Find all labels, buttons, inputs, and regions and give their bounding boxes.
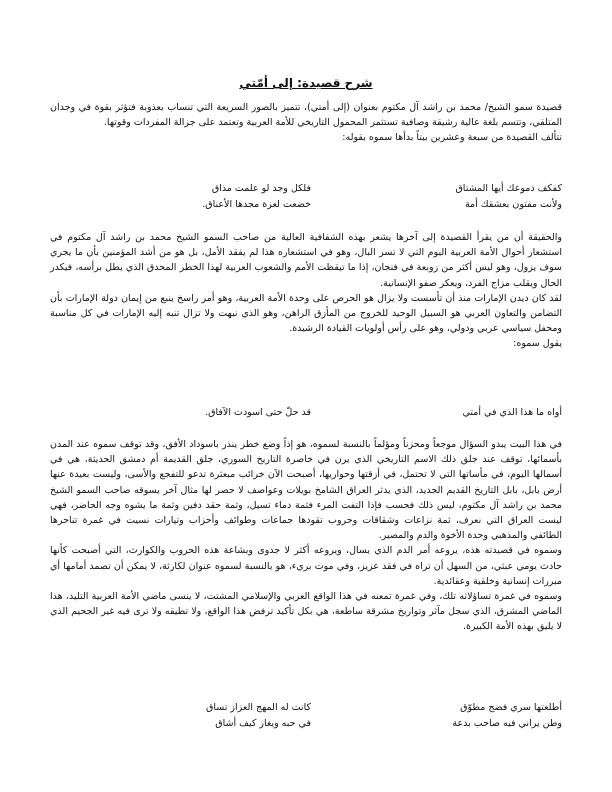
verses-block-1 xyxy=(60,181,562,213)
verse-first-hemistich: أطلعتها سري فضج مطوّق xyxy=(460,702,562,713)
verse-second-hemistich: في حبه ويغار كيف أشاق xyxy=(215,718,311,729)
verses-block-2 xyxy=(60,405,562,421)
intro-text: قصيدة سمو الشيخ/ محمد بن راشد آل مكتوم بعنوان (إلى أمتي)، تتميز بالصور السريعة التي تنساب بعذوبة فتؤثر بقوة في وجدان المتلقي، وتتسم بلغة عالية رشيقة وصافية تستثمر المحمول التاريخي للأمة العربية وتعتمد على جزالة المفردات وقوتها. xyxy=(50,102,562,129)
analysis-paragraph-3 xyxy=(50,437,562,635)
verses-block-3 xyxy=(60,700,562,732)
paragraph-text: لقد كان ديدن الإمارات منذ أن تأسست ولا يزال هو الحرص على وحدة الأمة العربية، وهو أمر راسخ ينبع من إيمان دولة الإمارات بأن التضامن والتعاون العربي هو السبيل الوحيد للخروج من المأزق الراهن، وهو الذي نبهت ولا تزال تنبه إليه الإمارات في كل مناسبة ومحفل سياسي عربي ودولي، وهو على رأس أولويات القيادة الرشيدة. xyxy=(50,292,562,335)
verse-second-hemistich: خضعت لعزة مجدها الأعناق. xyxy=(202,199,311,210)
verse-line xyxy=(60,700,562,716)
quote-lead: يقول سموه: xyxy=(513,338,562,350)
verse-line xyxy=(60,405,562,421)
verse-line xyxy=(60,716,562,732)
verse-second-hemistich: قد حلّ حتى اسودت الآفاق. xyxy=(205,407,311,418)
paragraph-text: والحقيقة أن من يقرأ القصيدة إلى آخرها يشعر بهذه الشفافية العالية من صاحب السمو الشيخ محمد بن راشد آل مكتوم في استشعار أحوال الأمة العربية اليوم التي لا تسر البال، وهو في استشعاره هذا لم يفقد الأمل، بل هو من أشد المؤمنين بأن ما يجري سوف يزول، وهو ليس أكثر من زوبعة في فنجان، إذا ما تيقظت الأمم والشعوب العربية لهذا الخطر المحدق الذي يطل برأسه، فيكدر الحال ويقلب مزاج الفرد، ويعكر صفو الإنسانية. xyxy=(50,232,562,289)
verse-second-hemistich: فلكل وجد لو علمت مذاق xyxy=(211,183,311,194)
paragraph-text: وسموه في قصيدته هذه، يروعه أمر الدم الذي يسال، ويروعه أكثر لا جدوى وبشاعة هذه الحروب والكوارث، التي أصبحت كأنها حادث يومي عبثي، من السهل أن تراه في فقد عزيز، وفي موت بريء، هو بالنسبة لسموه عنوان لكارثة، لا يمكن أن تصمد أمامها أي مبررات إنسانية وخلقية وعقائدية. xyxy=(50,545,562,587)
page-title: شرح قصيدة: إلى أمّتي xyxy=(239,76,373,90)
verse-line xyxy=(60,197,562,213)
verse-first-hemistich: كفكف دموعك أيها المشتاق xyxy=(455,183,562,194)
paragraph-text: في هذا البيت يبدو السؤال موجعاً ومحزناً ومؤلماً بالنسبة لسموه، هو إذاً وضع خطر ينذر باسوداد الأفق، وقد توقف سموه عند المدن بأسمائها، توقف عند جلق ذلك الاسم التاريخي الذي يرن في خاصرة التاريخ السوري، جلق القديمة أم دمشق الحديثة، هي في أسمالها اليوم، في مأساتها التي لا تحتمل، في أزقتها وحواريها، أصبحت الآن خرائب مبعثرة تدعو للتفجع والأسى، وليست بعيدة عنها أرض بابل، بابل التاريخ القديم الجديد، الذي يدثر العراق الشامخ بويلات وعواصف لا حصر لها مثال آخر يسوقه صاحب السمو الشيخ محمد بن راشد آل مكتوم، ليس ذلك فحسب فإذا التفت المرء فثمة دماء تسيل، وثمة حقد دفين وثمة ما يشوه وجه الحاضر، فهي ليست العراق التي نعرف، ثمة نزاعات وشقاقات وحروب تقودها جماعات وطوائف وأحزاب وتيارات نسيت في غمرة تناحرها الطائفي والمذهبي وحدة الأخوة والدم والمصير. xyxy=(50,439,562,542)
intro-paragraph xyxy=(50,100,562,146)
verse-first-hemistich: وطن يراني فيه صاحب بدعة xyxy=(452,718,562,729)
verse-first-hemistich: ولأنت مفتون بعشقك أمة xyxy=(464,199,562,210)
paragraph-text: وسموه في غمرة تساؤلاته تلك، وفي غمرة تمعنه في هذا الواقع العربي والإسلامي المشتت، لا ينسى ماضي الأمة العربية التليد، هذا الماضي المشرق، الذي سجل مآثر وتواريخ مشرقة ساطعة، هي بكل تأكيد ترفض هذا الواقع، ولا تطيقه ولا ترى فيه غير الجحيم الذي لا يليق بهذه الأمة الكبيرة. xyxy=(50,591,562,633)
verse-second-hemistich: كانت له المهج العزاز تساق xyxy=(206,702,311,713)
analysis-paragraph-2 xyxy=(50,230,562,352)
intro-lead: تتألف القصيدة من سبعة وعشرين بيتاً بدأها سموه بقوله: xyxy=(342,132,562,144)
verse-first-hemistich: أواه ما هذا الذي في أمتي xyxy=(462,407,562,418)
verse-line xyxy=(60,181,562,197)
